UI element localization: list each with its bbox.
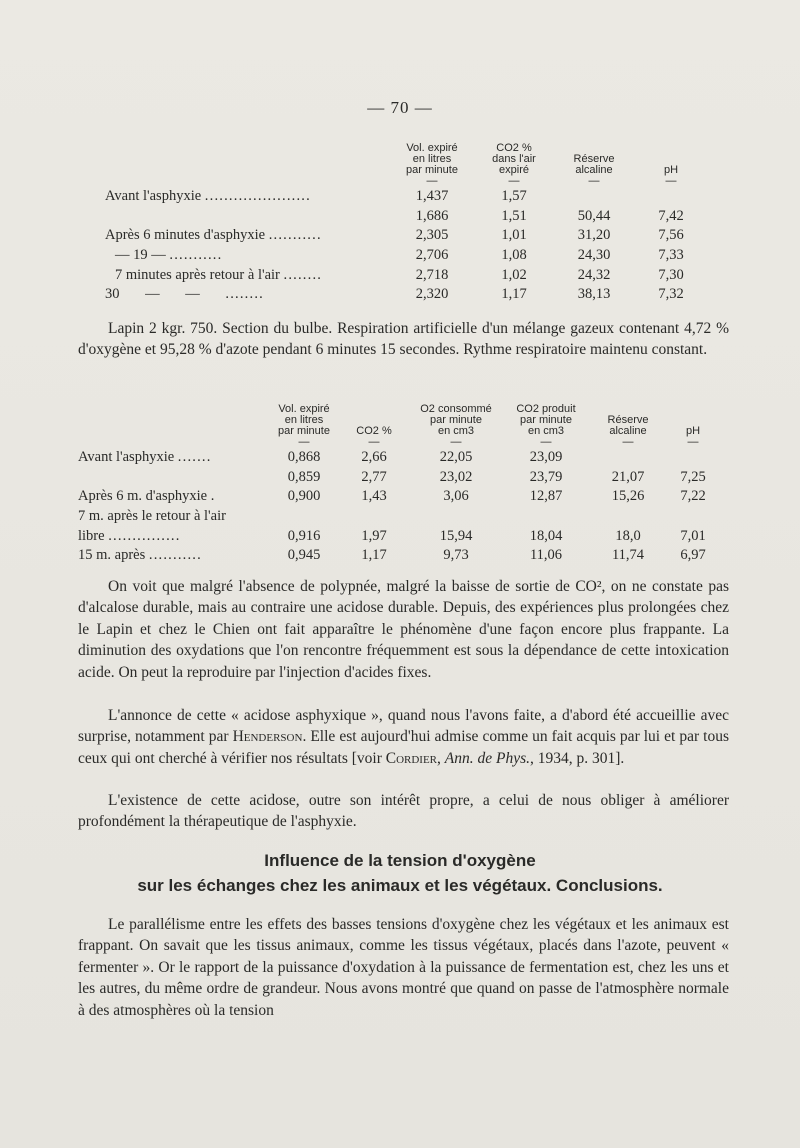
cell-vol: 0,859 — [287, 468, 321, 485]
cell-vol: 2,718 — [415, 266, 449, 283]
cell-reserve: 50,44 — [577, 207, 611, 224]
row-label: — 19 — — [115, 247, 166, 264]
cell-reserve: 11,74 — [611, 547, 645, 564]
cell-vol: 2,305 — [415, 227, 449, 244]
row-label: libre — [78, 527, 105, 544]
cell-vol: 2,320 — [415, 286, 449, 303]
cell-ph: 7,22 — [680, 488, 706, 505]
table-row — [78, 468, 718, 488]
cell-vol: 2,706 — [415, 247, 449, 264]
cell-vol: 0,945 — [287, 547, 321, 564]
row-label: Avant l'asphyxie — [78, 449, 175, 466]
table1-header-label — [105, 136, 387, 176]
table1-header-ph: pH — [663, 164, 679, 176]
row-label: 7 minutes après retour à l'air — [115, 266, 280, 283]
cell-vol: 1,437 — [415, 188, 449, 205]
table-row: — 19 — ........... 2,706 1,08 24,30 7,33 — [105, 246, 705, 266]
paragraph-alcalose: On voit que malgré l'absence de polypnée, malgré la baisse de sortie de CO², on ne constate pas d'alcalose durable, mais au contraire une acidose durable. Depuis, des expériences plus prolongées chez le Lapin et chez le Chien ont fait apparaître le phénomène d'une façon encore plus frappante. La diminution des oxydations que l'on rencontre fréquemment est sous la dépendance de cette intoxication acide. On peut la reproduire par l'injection d'acides fixes. — [78, 578, 729, 681]
table-row: Après 6 minutes d'asphyxie ........... 2,305 1,01 31,20 7,56 — [105, 226, 705, 246]
cell-co2prod — [504, 507, 588, 527]
cell-ph — [637, 187, 705, 207]
cell-co2: 1,01 — [501, 227, 527, 244]
page-number: — 70 — — [367, 98, 433, 117]
cell-ph: 7,32 — [658, 286, 684, 303]
cell-co2pct: 1,43 — [361, 488, 387, 505]
journal-citation: Ann. de Phys. — [444, 749, 531, 767]
cell-ph: 6,97 — [680, 547, 706, 564]
cell-co2prod: 12,87 — [529, 488, 563, 505]
cell-reserve: 38,13 — [577, 286, 611, 303]
table-row — [78, 507, 718, 527]
table-asphyxia-1: Vol. expiré en litres par minute CO2 % dans l'air expiré Réserve alcaline pH — — — — Avant l'asphyxie ...................... 1,437 1,57 1,686 1,51 50,44 7,42 Après 6 minutes d'asphyxie ........... 2,305 1,01 31,20 7,56 — 19 — ........... 2,706 1,08 24,30 7,33 7 minutes après retour à l'air ........ 2,718 1,02 24,32 7,30 30 — — ........ 2,320 1,17 38,13 7,32 — [105, 136, 705, 305]
cell-reserve — [588, 507, 668, 527]
paragraph-acidose-asphyxique: L'annonce de cette « acidose asphyxique », quand nous l'avons faite, a d'abord été accueillie avec surprise, notamment par Henderson. Elle est aujourd'hui admise comme un fait acquis par lui et par tous ceux qui ont cherché à vérifier nos résultats [voir Cordier, Ann. de Phys., 1934, p. 301]. — [78, 707, 730, 767]
table-row — [78, 487, 718, 507]
cell-co2prod: 23,79 — [529, 468, 563, 485]
table2-header-co2prod: CO2 produit par minute en cm3 — [516, 403, 576, 437]
cell-o2: 9,73 — [443, 547, 469, 564]
table2-body — [78, 448, 718, 566]
cell-co2pct — [340, 507, 408, 527]
cell-reserve: 18,0 — [615, 527, 641, 544]
table-row: Avant l'asphyxie ....... 0,868 2,66 22,05 23,09 — [78, 448, 718, 468]
cell-vol: 0,916 — [287, 527, 321, 544]
table-row — [105, 207, 705, 227]
row-label: Avant l'asphyxie — [105, 188, 202, 205]
cell-co2pct: 1,97 — [361, 527, 387, 544]
cell-co2prod: 11,06 — [529, 547, 563, 564]
section-title-line1: Influence de la tension d'oxygène — [264, 851, 536, 870]
cell-co2prod: 23,09 — [529, 449, 563, 466]
table2-header-o2: O2 consommé par minute en cm3 — [420, 403, 492, 437]
cell-reserve: 31,20 — [577, 227, 611, 244]
cell-o2 — [408, 507, 504, 527]
row-label: 7 m. après le retour à l'air — [78, 508, 226, 525]
table2-header-vol: Vol. expiré en litres par minute — [278, 403, 330, 437]
cell-ph: 7,42 — [658, 207, 684, 224]
paragraph-parallelisme: Le parallélisme entre les effets des basses tensions d'oxygène chez les végétaux et les animaux est frappant. On savait que les tissus animaux, comme les tissus végétaux, placés dans l'azote, peuvent « fermenter ». Or le rapport de la puissance d'oxydation à la puissance de fermentation est, chez les uns et les autres, du même ordre de grandeur. Nous avons montré que quand on passe de l'atmosphère normale à des atmosphères où la tension — [78, 916, 729, 1019]
cell-reserve: 21,07 — [611, 468, 645, 485]
cell-o2: 22,05 — [439, 449, 473, 466]
cell-co2: 1,57 — [501, 188, 527, 205]
row-label: Après 6 minutes d'asphyxie — [105, 227, 266, 244]
row-label: 15 m. après — [78, 547, 146, 564]
cell-reserve — [551, 187, 637, 207]
cell-co2: 1,08 — [501, 247, 527, 264]
cell-ph: 7,56 — [658, 227, 684, 244]
cell-co2pct: 1,17 — [361, 547, 387, 564]
row-label: 30 — — — [105, 286, 200, 303]
cell-ph — [668, 448, 718, 468]
table1-body — [105, 187, 705, 305]
cell-ph: 7,33 — [658, 247, 684, 264]
row-label: Après 6 m. d'asphyxie . — [78, 488, 215, 505]
cell-co2: 1,02 — [501, 266, 527, 283]
cell-ph: 7,30 — [658, 266, 684, 283]
cell-reserve: 24,30 — [577, 247, 611, 264]
cell-reserve: 24,32 — [577, 266, 611, 283]
paragraph-lapin: Lapin 2 kgr. 750. Section du bulbe. Respiration artificielle d'un mélange gazeux contenant 4,72 % d'oxygène et 95,28 % d'azote pendant 6 minutes 15 secondes. Rythme respiratoire maintenu constant. — [78, 320, 729, 359]
table2-header-label — [78, 397, 268, 437]
table-row: 15 m. après ........... 0,945 1,17 9,73 11,06 11,74 6,97 — [78, 546, 718, 566]
author-henderson: Henderson — [232, 728, 303, 746]
cell-vol — [268, 507, 340, 527]
cell-co2: 1,17 — [501, 286, 527, 303]
cell-vol: 0,900 — [287, 488, 321, 505]
table-asphyxia-2: Vol. expiré en litres par minute CO2 % O2 consommé par minute en cm3 CO2 produit par minute en cm3 Réserve alcaline pH — — — — — — Avant l'asphyxie ....... 0,868 2,66 22,05 23,09 0,859 2,77 23,02 23,79 21,07 7,25 Après 6 m. d'asphyxie . 0,900 1,43 3,06 12,87 15,26 7,22 7 m. après le retour à l'air libre ............... 0,916 1,97 15,94 18,04 18,0 7,01 15 m. après ........... 0,945 1,17 9,73 11,06 11,74 6,97 — [78, 397, 718, 566]
table1-header-reserve: Réserve alcaline — [573, 153, 615, 176]
cell-o2: 23,02 — [439, 468, 473, 485]
table2-header-reserve: Réserve alcaline — [607, 414, 649, 437]
section-title-line2: sur les échanges chez les animaux et les végétaux. Conclusions. — [137, 876, 663, 895]
cell-ph — [668, 507, 718, 527]
cell-co2: 1,51 — [501, 207, 527, 224]
author-cordier: Cordier — [385, 749, 438, 767]
cell-ph: 7,01 — [680, 527, 706, 544]
cell-reserve — [588, 448, 668, 468]
table-row: Avant l'asphyxie ...................... 1,437 1,57 — [105, 187, 705, 207]
cell-o2: 15,94 — [439, 527, 473, 544]
table-row: 30 — — ........ 2,320 1,17 38,13 7,32 — [105, 285, 705, 305]
cell-ph: 7,25 — [680, 468, 706, 485]
paragraph-therapeutique: L'existence de cette acidose, outre son intérêt propre, a celui de nous obliger à améliorer profondément la thérapeutique de l'asphyxie. — [78, 792, 729, 831]
table-row: 7 minutes après retour à l'air ........ 2,718 1,02 24,32 7,30 — [105, 265, 705, 285]
table1-header-vol: Vol. expiré en litres par minute — [406, 142, 458, 176]
cell-vol: 0,868 — [287, 449, 321, 466]
table-row: libre ............... 0,916 1,97 15,94 18,04 18,0 7,01 — [78, 526, 718, 546]
cell-co2pct: 2,66 — [361, 449, 387, 466]
table1-header-co2: CO2 % dans l'air expiré — [492, 142, 536, 176]
cell-o2: 3,06 — [443, 488, 469, 505]
cell-co2prod: 18,04 — [529, 527, 563, 544]
table2-header-ph: pH — [685, 425, 701, 437]
cell-vol: 1,686 — [415, 207, 449, 224]
table2-header-co2pct: CO2 % — [356, 425, 392, 437]
cell-reserve: 15,26 — [611, 488, 645, 505]
cell-co2pct: 2,77 — [361, 468, 387, 485]
